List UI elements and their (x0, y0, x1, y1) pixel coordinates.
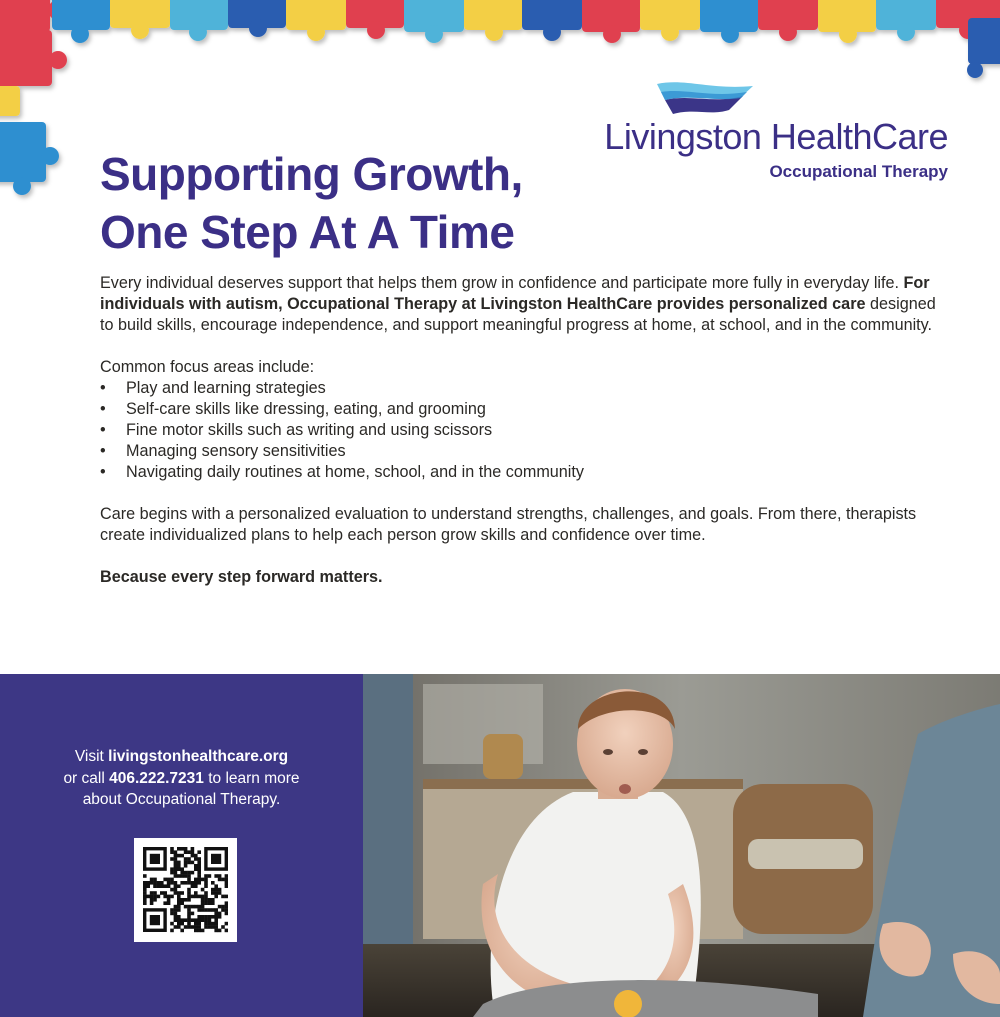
focus-heading: Common focus areas include: (100, 358, 315, 376)
contact-line-3: about Occupational Therapy. (82, 791, 281, 808)
intro-text: Every individual deserves support that helps them grow in confidence and participate more fully in everyday life. (100, 274, 904, 292)
headline (100, 145, 523, 261)
tagline: Because every step forward matters. (100, 568, 383, 586)
call-suffix: to learn more (203, 769, 300, 787)
focus-list (100, 378, 950, 483)
list-item: • Self-care skills like dressing, eating, and grooming (100, 399, 950, 420)
contact-text (0, 746, 363, 811)
therapy-photo (363, 674, 1000, 1017)
phone-link[interactable]: 406.222.7231 (109, 769, 204, 787)
visit-label: Visit (74, 748, 109, 765)
intro-text-end: designed to build skills, encourage independence, and support meaningful progress at home, at school, and in the community. (100, 295, 936, 334)
list-item: • Fine motor skills such as writing and using scissors (100, 420, 950, 441)
list-item: • Navigating daily routines at home, school, and in the community (100, 462, 950, 483)
website-link[interactable]: livingstonhealthcare.org (108, 748, 289, 765)
headline-line-1: Supporting Growth, (100, 148, 523, 200)
contact-panel (0, 674, 363, 1017)
body-copy (100, 273, 950, 588)
intro-bold-text: For individuals with autism, Occupational Therapy at Livingston HealthCare provides personalized care (100, 274, 930, 313)
list-item: • Play and learning strategies (100, 378, 950, 399)
qr-code-icon (143, 847, 228, 933)
intro-paragraph (100, 273, 950, 336)
list-item: • Managing sensory sensitivities (100, 441, 950, 462)
qr-code[interactable] (134, 838, 237, 942)
logo-name: Livingston HealthCare (604, 116, 948, 157)
call-label: or call (63, 769, 110, 787)
care-paragraph: Care begins with a personalized evaluation to understand strengths, challenges, and goals. From there, therapists create individualized plans to help each person grow skills and confidence over time. (100, 505, 917, 544)
headline-line-2: One Step At A Time (100, 206, 515, 258)
wave-flag-icon (655, 80, 755, 120)
logo-subtitle: Occupational Therapy (769, 162, 948, 181)
